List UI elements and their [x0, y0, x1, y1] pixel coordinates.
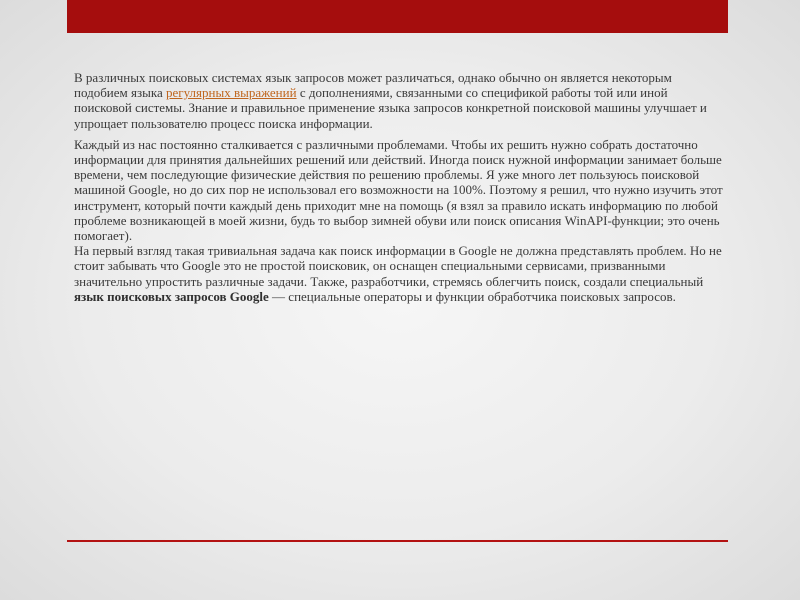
- paragraph-3-text-start: На первый взгляд такая тривиальная задача как поиск информации в Google не должна представлять проблем. Но не стоит забывать что Google это не простой поисковик, он оснащен специальными сервисами, призванными значительно упростить различные задачи. Также, разработчики, стремясь облегчить поиск, создали специальный: [74, 243, 722, 289]
- header-band: [67, 0, 728, 33]
- paragraph-3-text-end: — специальные операторы и функции обработчика поисковых запросов.: [268, 288, 676, 304]
- paragraph-query-language: [74, 70, 724, 131]
- slide-text-body: [74, 70, 724, 310]
- google-query-language-term: язык поисковых запросов Google: [74, 288, 269, 304]
- footer-rule: [67, 540, 728, 542]
- paragraph-google-search-language: [74, 243, 724, 304]
- paragraph-1-text-start: В различных поисковых системах язык запросов может различаться, однако обычно он является некоторым подобием языка: [74, 70, 672, 101]
- paragraph-2-text: Каждый из нас постоянно сталкивается с различными проблемами. Чтобы их решить нужно собрать достаточно информации для принятия дальнейших решений или действий. Иногда поиск нужной информации занимает больше времени, чем последующие физические действия по решению проблемы. Я уже много лет пользуюсь поисковой машиной Google, но до сих пор не использовал его возможности на 100%. Поэтому я решил, что нужно изучить этот инструмент, который почти каждый день приходит мне на помощь (я взял за правило искать информацию по любой проблеме возникающей в моей жизни, будь то выбор зимней обуви или поиск описания WinAPI-функции; это очень помогает).: [74, 136, 723, 244]
- paragraph-personal-experience: [74, 137, 724, 243]
- paragraph-1-text-end: с дополнениями, связанными со спецификой работы той или иной поисковой системы. Знание и правильное применение языка запросов конкретной поисковой машины улучшает и упрощает пользователю процесс поиска информации.: [74, 85, 707, 131]
- regex-link[interactable]: регулярных выражений: [166, 85, 297, 101]
